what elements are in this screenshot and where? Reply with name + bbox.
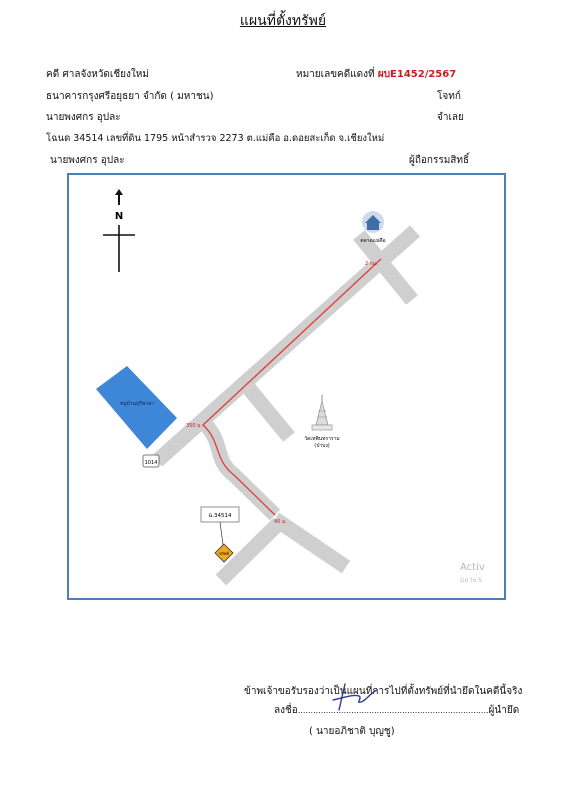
house-icon	[362, 211, 384, 233]
temple-road	[246, 385, 289, 437]
branch-road	[206, 425, 275, 515]
owner-role: ผู้ถือกรรมสิทธิ์	[409, 155, 470, 166]
north-label: N	[114, 211, 124, 222]
north-arrow-head	[115, 189, 123, 195]
court-name: คดี ศาลจังหวัดเชียงใหม่	[46, 69, 149, 80]
lower-road-right	[275, 519, 346, 567]
sign-dots: ...........................................................................	[297, 706, 489, 715]
signer-name: ( นายอภิชาติ บุญชู)	[309, 726, 395, 737]
signature-line	[274, 703, 519, 718]
distance-market: 2 กม.	[365, 261, 378, 267]
watermark-line-2: Go to S	[460, 577, 482, 584]
case-number	[296, 67, 456, 82]
deed-info: โฉนด 34514 เลขที่ดิน 1795 หน้าสำรวจ 2273 ต.แม่คือ อ.ดอยสะเก็ด จ.เชียงใหม่	[46, 133, 385, 144]
case-number-label: หมายเลขคดีแดงที่	[296, 69, 375, 80]
sign-role: ผู้นำยึด	[488, 705, 520, 716]
watermark-line-1: Activ	[460, 562, 485, 573]
parcel-marker-label: ทรัพย์	[219, 551, 229, 556]
map-canvas	[69, 175, 506, 600]
certify-statement: ข้าพเจ้าขอรับรองว่าเป็นแผนที่การไปที่ตั้งทรัพย์ที่นำยึดในคดีนี้จริง	[244, 686, 523, 697]
case-number-value: ผบE1452/2567	[377, 69, 457, 80]
village-area	[96, 366, 177, 449]
road-number: 1014	[144, 460, 158, 466]
plaintiff-role: โจทก์	[437, 91, 461, 102]
plaintiff-name: ธนาคารกรุงศรีอยุธยา จำกัด ( มหาชน)	[46, 91, 214, 102]
distance-40m: 40 ม.	[274, 519, 287, 525]
market-label: ตลาดแม่คือ	[360, 238, 386, 244]
page-title: แผนที่ตั้งทรัพย์	[239, 13, 327, 29]
location-map	[67, 173, 506, 600]
callout-leader	[220, 522, 223, 545]
defendant-name: นายพงศกร อุปละ	[46, 112, 121, 123]
deed-callout: ฉ.34514	[208, 513, 232, 519]
sign-prefix: ลงชื่อ	[274, 705, 298, 716]
village-label: หมู่บ้านบุรีชาลา	[120, 401, 154, 407]
temple-icon	[312, 395, 332, 430]
temple-label: วัดเทพินทราราม	[304, 436, 340, 442]
signature-scribble	[325, 676, 385, 714]
distance-350m: 350 ม.	[186, 423, 203, 429]
temple-sublabel: (ป่าบง)	[314, 443, 330, 449]
defendant-role: จำเลย	[437, 112, 464, 123]
owner-name: นายพงศกร อุปละ	[50, 155, 125, 166]
